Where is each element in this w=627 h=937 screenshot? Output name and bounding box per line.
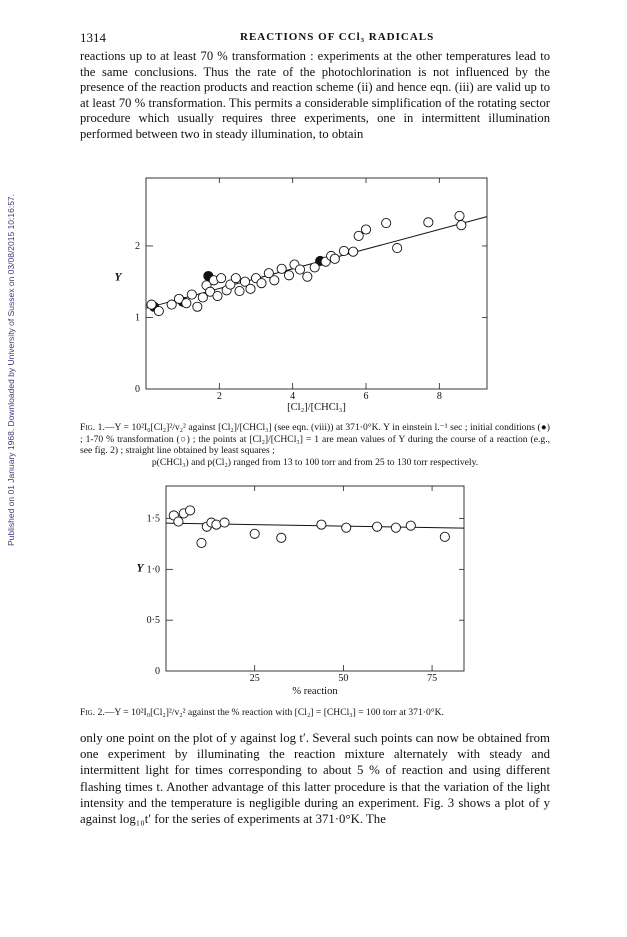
origin-label: 0 [155,666,160,677]
x-axis-label: [Cl₂]/[CHCl₃] [287,402,346,413]
data-point-open [406,521,415,530]
data-point-open [250,529,259,538]
data-point-open [342,523,351,532]
running-title: REACTIONS OF CCl₃ RADICALS [240,31,435,43]
origin-label: 0 [135,384,140,395]
plot-frame [166,486,464,671]
data-point-open [174,517,183,526]
data-point-open [197,538,206,547]
data-point-open [391,523,400,532]
y-tick-label: 2 [135,240,140,252]
figure-2-caption-label: Fig. 2. [80,707,105,718]
data-point-open [220,518,229,527]
page-number: 1314 [80,30,106,45]
x-tick-label: 50 [338,673,349,684]
x-tick-label: 4 [290,391,296,402]
x-tick-label: 75 [427,673,438,684]
data-point-open [372,522,381,531]
body-paragraph-top: reactions up to at least 70 % transformation : experiments at the other temperatures lead to the same conclusions. Thus the rate of the photochlorination is not influenced by the presence of the reaction products and reaction scheme (ii) and hence eqn. (iii) are valid up to at least 70 % transformation. This permits a considerable simplification of the rotating sector procedure which usually requires three experiments, one in intermittent illumination performed between two in steady illumination, to obtain [80,49,550,141]
x-tick-label: 8 [436,391,442,402]
figure-2-caption [80,707,550,719]
y-tick-label: 0·5 [146,615,160,627]
figure-1-caption-text-2: p(CHCl₃) and p(Cl₂) ranged from 13 to 100 torr and from 25 to 130 torr respectively. [151,456,479,468]
data-point-open [277,533,286,542]
y-tick-label: 1 [135,312,140,324]
x-tick-label: 6 [363,391,369,402]
x-tick-label: 25 [249,673,260,684]
y-tick-label: 1·0 [146,564,160,576]
watermark-text: Published on 01 January 1968. Downloaded by University of Sussex on 03/08/2015 10:16:57. [6,193,16,547]
figure-2-caption-text: —Y = 10²I₀[Cl₂]²/v₂² against the % reaction with [Cl₂] = [CHCl₃] = 100 torr at 371·0°K. [104,707,444,718]
body-paragraph-bottom: only one point on the plot of y against log t′. Several such points can now be obtained from one experiment by illuminating the reaction mixture alternately with steady and intermittent light for times corresponding to about 5 % of reaction and using different flashing times t. Another advantage of this latter procedure is that the variation of the light intensity and the temperature is negligible during an experiment. Fig. 3 shows a plot of y against log₁₀t′ for the series of experiments at 371·0°K. The [80,731,550,827]
data-point-open [440,532,449,541]
figure-1-caption-text: —Y = 10²I₀[Cl₂]²/v₂² against [Cl₂]/[CHCl₃] (see eqn. (viii)) at 371·0°K. Y in einstein l.⁻¹ sec ; initial conditions (●) ; 1-70 % transformation (○) ; the points at [Cl₂]/[CHCl₃] = 1 are mean values of Y during the course of a reaction (e.g., see fig. 2) ; straight line obtained by least squares ; [80,422,550,457]
data-point-open [186,506,195,515]
y-tick-label: 1·5 [146,513,160,525]
x-axis-label: % reaction [292,686,338,697]
x-tick-label: 2 [216,391,222,402]
data-point-open [212,520,221,529]
figure-1-caption-label: Fig. 1. [80,422,105,433]
data-point-open [317,520,326,529]
y-axis-label: Y [136,562,144,575]
y-axis-label: Y [114,271,122,284]
